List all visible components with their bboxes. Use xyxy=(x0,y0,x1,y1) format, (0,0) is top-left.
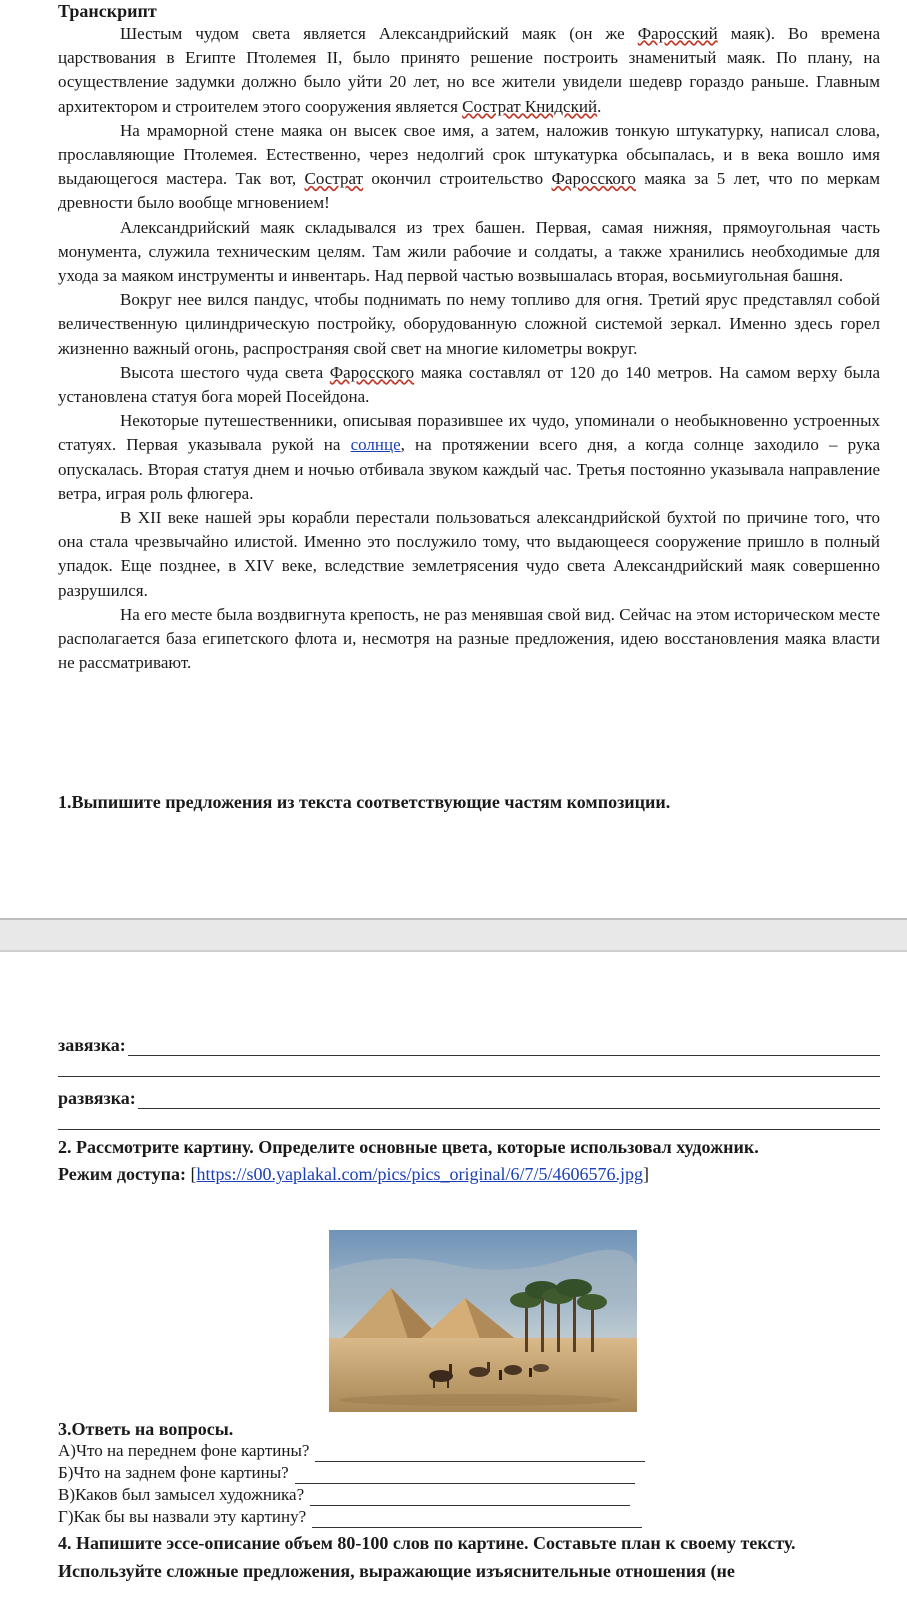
question-c-answer-line[interactable] xyxy=(310,1489,630,1506)
transcript-section xyxy=(58,0,880,675)
question-a-answer-line[interactable] xyxy=(315,1445,645,1462)
paragraph-8: На его месте была воздвигнута крепость, не раз менявшая свой вид. Сейчас на этом историческом месте располагается база египетского флота и, несмотря на разные предложения, идею восстановления маяка власти не рассматривают. xyxy=(58,604,880,673)
razvyazka-label: развязка: xyxy=(58,1088,136,1108)
question-a: А)Что на переднем фоне картины? xyxy=(58,1441,310,1460)
paragraph-4: Вокруг нее вился пандус, чтобы поднимать по нему топливо для огня. Третий ярус представлял собой величественную цилиндрическую постройку, оборудованную сложной системой зеркал. Именно здесь горел жизненно важный огонь, распространяя свой свет на многие километры вокруг. xyxy=(58,290,880,358)
paragraph-6 xyxy=(58,409,880,506)
paragraph-1 xyxy=(58,22,880,119)
zavyazka-label: завязка: xyxy=(58,1035,126,1055)
question-d-answer-line[interactable] xyxy=(312,1511,642,1528)
access-label: Режим доступа: xyxy=(58,1164,191,1184)
razvyazka-answer-line[interactable] xyxy=(138,1090,880,1109)
zavyazka-row xyxy=(58,1030,880,1056)
question-c-row xyxy=(58,1484,888,1506)
question-b: Б)Что на заднем фоне картины? xyxy=(58,1463,289,1482)
text-run: Некоторые путешественники, описывая поразившее их чудо, упоминали о необыкновенно устроенных статуях. Первая указывала рукой на xyxy=(58,411,880,455)
bracket-close: ] xyxy=(642,1164,649,1184)
zavyazka-answer-line[interactable] xyxy=(128,1037,880,1056)
paragraph-7: В XII веке нашей эры корабли перестали пользоваться александрийской бухтой по причине того, что она стала чрезвычайно илистой. Именно это послужило тому, что выдающееся сооружение пришло в полный упадок. Еще позднее, в XIV веке, вследствие землетрясения чудо света Александрийский маяк совершенно разрушился. xyxy=(58,508,880,600)
text-run: маяк). Во времена царствования в Египте Птолемея II, было принято решение построить знаменитый маяк. По плану, на осуществление задумки должно было уйти 20 лет, но все жители увидели шедевр гораздо раньше. Главным архитектором и строителем этого сооружения является xyxy=(58,24,880,116)
task-1-heading: 1.Выпишите предложения из текста соответствующие частям композиции. xyxy=(58,792,671,812)
answer-line[interactable] xyxy=(58,1109,880,1130)
painting-illustration xyxy=(329,1230,637,1412)
text-run: На мраморной стене маяка он высек свое имя, а затем, наложив тонкую штукатурку, написал слова, прославляющие Птолемея. Естественно, через недолгий срок штукатурка обсыпалась, и в века вошло имя выдающегося мастера. Так вот, xyxy=(58,120,880,189)
answer-line[interactable] xyxy=(58,1056,880,1077)
spell-flagged-word: Фаросского xyxy=(551,169,636,189)
question-c: В)Каков был замысел художника? xyxy=(58,1485,305,1504)
text-run: , на протяжении всего дня, а когда солнце заходило – рука опускалась. Вторая статуя днем и ночью отбивала звуком каждый час. Третья постоянно указывала направление ветра, играя роль флюгера. xyxy=(58,435,880,503)
question-a-row xyxy=(58,1440,888,1462)
text-run: . xyxy=(597,96,602,116)
text-run: окончил строительство xyxy=(363,169,552,189)
spell-flagged-word: Сострат xyxy=(304,169,363,189)
question-d: Г)Как бы вы назвали эту картину? xyxy=(58,1507,307,1526)
paragraph-5 xyxy=(58,361,880,409)
bracket-open: [ xyxy=(190,1164,197,1184)
text-run: маяка за 5 лет, что по меркам древности было вообще мгновением! xyxy=(58,169,880,213)
page-break xyxy=(0,918,907,952)
text-run: Шестым чудом света является Александрийский маяк (он же xyxy=(120,24,638,43)
question-b-row xyxy=(58,1462,888,1484)
access-mode-line xyxy=(58,1162,880,1186)
shadow-band xyxy=(339,1394,619,1406)
text-run: Высота шестого чуда света xyxy=(120,362,330,382)
desert-pyramids-painting xyxy=(329,1230,637,1412)
text-run: маяка составлял от 120 до 140 метров. На самом верху была установлена статуя бога морей Посейдона. xyxy=(58,362,881,407)
task-4-heading: 4. Напишите эссе-описание объем 80-100 слов по картине. Составьте план к своему тексту. xyxy=(58,1533,796,1553)
question-b-answer-line[interactable] xyxy=(295,1467,635,1484)
questions-section xyxy=(58,1418,888,1582)
task-3-heading: 3.Ответь на вопросы. xyxy=(58,1419,234,1439)
paragraph-2 xyxy=(58,119,880,216)
composition-answers xyxy=(58,1030,880,1186)
razvyazka-row xyxy=(58,1083,880,1109)
transcript-title: Транскрипт xyxy=(58,1,157,21)
task-4-note: Используйте сложные предложения, выражающие изъяснительные отношения (не xyxy=(58,1561,735,1581)
task-2-heading: 2. Рассмотрите картину. Определите основные цвета, которые использовал художник. xyxy=(58,1137,759,1157)
spell-flagged-word: Сострат Книдский xyxy=(462,96,598,116)
question-d-row xyxy=(58,1506,888,1528)
spell-flagged-word: Фаросского xyxy=(329,362,415,382)
spell-flagged-word: Фаросский xyxy=(637,24,718,43)
paragraph-3: Александрийский маяк складывался из трех башен. Первая, самая нижняя, прямоугольная часть монумента, служила техническим целям. Там жили рабочие и солдаты, а также хранились необходимые для ухода за маяком инструменты и инвентарь. Над первой частью возвышалась вторая, восьмиугольная башня. xyxy=(58,217,880,286)
sun-link[interactable]: солнце xyxy=(350,435,401,455)
picture-url-link[interactable]: https://s00.yaplakal.com/pics/pics_original/6/7/5/4606576.jpg xyxy=(196,1164,643,1184)
